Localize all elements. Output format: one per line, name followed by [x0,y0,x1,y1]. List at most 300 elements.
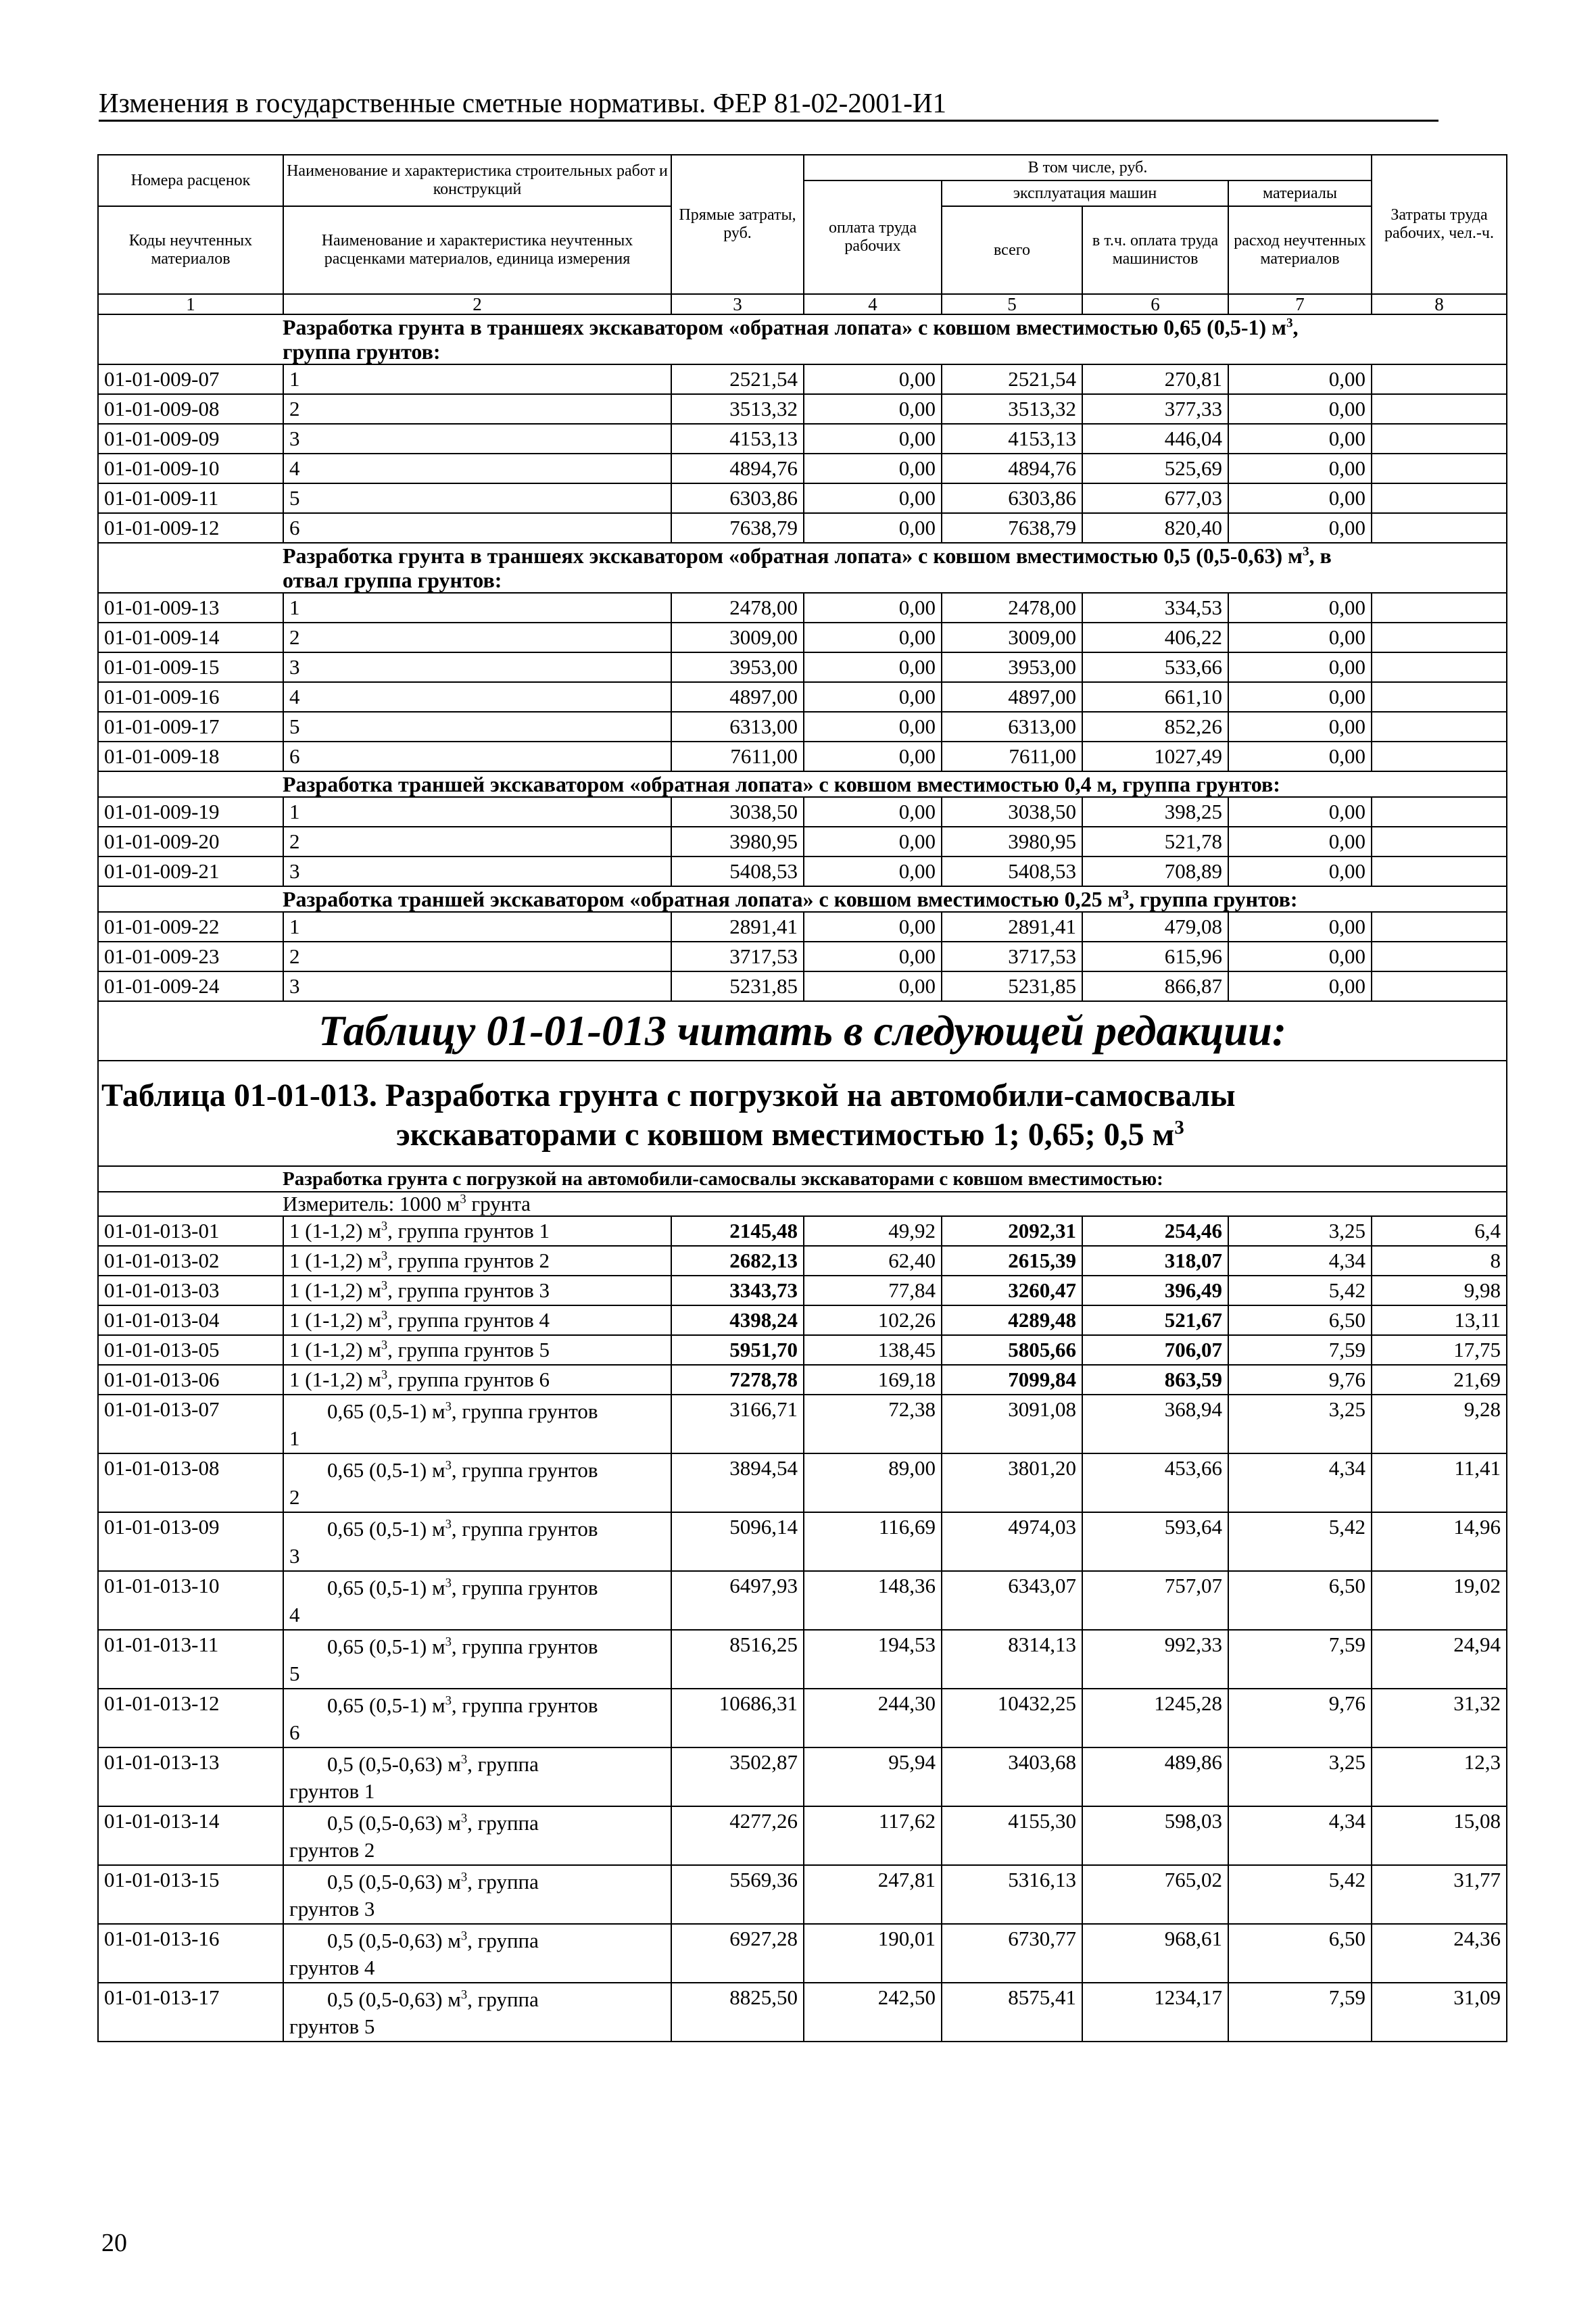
value-c4: 72,38 [804,1395,942,1453]
table-row [98,712,1507,742]
value-c8: 9,28 [1372,1395,1507,1453]
value-c5: 4153,13 [942,424,1082,454]
rate-code: 01-01-009-11 [98,483,283,513]
rate-code: 01-01-013-04 [98,1305,283,1335]
column-number: 1 [98,294,283,314]
value-c8 [1372,682,1507,712]
value-c4: 0,00 [804,971,942,1001]
value-c6: 1027,49 [1082,742,1228,771]
rate-code: 01-01-013-17 [98,1983,283,2042]
header-kody: Коды неучтенных материалов [98,206,283,294]
column-number: 2 [283,294,671,314]
group-number: 2 [283,394,671,424]
value-c3: 8825,50 [671,1983,804,2042]
value-c6: 1234,17 [1082,1983,1228,2042]
column-number: 5 [942,294,1082,314]
value-c4: 0,00 [804,712,942,742]
rate-code: 01-01-009-21 [98,857,283,886]
value-c3: 2521,54 [671,364,804,394]
value-c8 [1372,912,1507,942]
value-c5: 3403,68 [942,1747,1082,1806]
value-c6: 863,59 [1082,1365,1228,1395]
value-c8 [1372,652,1507,682]
table-row [98,912,1507,942]
value-c5: 8575,41 [942,1983,1082,2042]
table-row [98,742,1507,771]
value-c4: 0,00 [804,857,942,886]
header-ekspluatacia: эксплуатация машин [942,180,1228,206]
value-c7: 4,34 [1228,1806,1372,1865]
value-c7: 9,76 [1228,1689,1372,1747]
value-c5: 6343,07 [942,1571,1082,1630]
table-row [98,1512,1507,1571]
value-c3: 3513,32 [671,394,804,424]
value-c3: 7278,78 [671,1365,804,1395]
value-c6: 820,40 [1082,513,1228,543]
header-oplata: оплата труда рабочих [804,180,942,294]
value-c8 [1372,797,1507,827]
table-row [98,1453,1507,1512]
value-c3: 4277,26 [671,1806,804,1865]
value-c6: 1245,28 [1082,1689,1228,1747]
group-number: 2 [283,942,671,971]
value-c3: 2478,00 [671,593,804,623]
value-c7: 6,50 [1228,1924,1372,1983]
table-row [98,682,1507,712]
group-number: 5 [283,483,671,513]
rate-code: 01-01-013-03 [98,1276,283,1305]
value-c4: 0,00 [804,652,942,682]
value-c3: 2145,48 [671,1216,804,1246]
table-row [98,593,1507,623]
value-c7: 7,59 [1228,1630,1372,1689]
table-row [98,1747,1507,1806]
section-title: Разработка грунта с погрузкой на автомобили-самосвалы экскаваторами с ковшом вместимостью: [98,1166,1507,1192]
column-number: 7 [1228,294,1372,314]
value-c5: 5408,53 [942,857,1082,886]
table-row [98,1630,1507,1689]
table-row [98,364,1507,394]
table-row [98,1924,1507,1983]
section-title-row [98,886,1507,912]
value-c3: 4153,13 [671,424,804,454]
value-c4: 169,18 [804,1365,942,1395]
table-row [98,454,1507,483]
value-c8 [1372,623,1507,652]
value-c4: 194,53 [804,1630,942,1689]
rate-code: 01-01-013-10 [98,1571,283,1630]
value-c8: 31,09 [1372,1983,1507,2042]
table-row [98,1246,1507,1276]
work-description: 1 (1-1,2) $м^3$, группа грунтов 2 [283,1246,671,1276]
work-description: 1 (1-1,2) $м^3$, группа грунтов 6 [283,1365,671,1395]
value-c7: 0,00 [1228,424,1372,454]
description-line-2: 3 [289,1544,300,1568]
value-c4: 0,00 [804,424,942,454]
work-description [283,1395,671,1453]
value-c7: 0,00 [1228,364,1372,394]
value-c8 [1372,424,1507,454]
value-c6: 615,96 [1082,942,1228,971]
value-c7: 3,25 [1228,1747,1372,1806]
section-title: Разработка траншей экскаватором «обратная лопата» с ковшом вместимостью 0,4 м, группа грунтов: [98,771,1507,797]
header-rashod: расход неучтенных материалов [1228,206,1372,294]
section-title: отвал группа грунтов: [98,568,1507,593]
value-c6: 479,08 [1082,912,1228,942]
header-vsego: всего [942,206,1082,294]
value-c7: 0,00 [1228,623,1372,652]
value-c8 [1372,857,1507,886]
value-c5: 3513,32 [942,394,1082,424]
value-c5: 10432,25 [942,1689,1082,1747]
work-description [283,1512,671,1571]
value-c3: 4897,00 [671,682,804,712]
value-c5: 2615,39 [942,1246,1082,1276]
value-c6: 398,25 [1082,797,1228,827]
table-row [98,857,1507,886]
column-number: 6 [1082,294,1228,314]
value-c6: 708,89 [1082,857,1228,886]
value-c7: 0,00 [1228,797,1372,827]
value-c4: 0,00 [804,797,942,827]
rate-code: 01-01-009-17 [98,712,283,742]
description-line-1: 0,5 (0,5-0,63) $м^3$, группа [327,1929,539,1952]
value-c5: 3717,53 [942,942,1082,971]
page-number: 20 [101,2229,127,2257]
value-c5: 4894,76 [942,454,1082,483]
value-c3: 3894,54 [671,1453,804,1512]
value-c7: 6,50 [1228,1571,1372,1630]
section-title-row [98,1166,1507,1192]
value-c7: 0,00 [1228,827,1372,857]
header-naimenovanie: Наименование и характеристика строительных работ и конструкций [283,155,671,206]
value-c3: 5408,53 [671,857,804,886]
value-c6: 368,94 [1082,1395,1228,1453]
description-line-1: 0,5 (0,5-0,63) $м^3$, группа [327,1870,539,1893]
value-c7: 0,00 [1228,942,1372,971]
value-c4: 49,92 [804,1216,942,1246]
value-c6: 992,33 [1082,1630,1228,1689]
column-number: 3 [671,294,804,314]
section-title: Разработка грунта в траншеях экскаватором «обратная лопата» с ковшом вместимостью 0,65 (0,5-1) $м^3$, [98,314,1507,339]
value-c5: 4289,48 [942,1305,1082,1335]
group-number: 5 [283,712,671,742]
value-c3: 5951,70 [671,1335,804,1365]
description-line-1: 0,65 (0,5-1) $м^3$, группа грунтов [327,1693,598,1717]
group-number: 4 [283,454,671,483]
value-c8 [1372,394,1507,424]
description-line-2: грунтов 4 [289,1956,375,1979]
rates-table [97,154,1507,2042]
rate-code: 01-01-009-16 [98,682,283,712]
group-number: 3 [283,857,671,886]
value-c3: 5231,85 [671,971,804,1001]
value-c3: 5569,36 [671,1865,804,1924]
table-row [98,1335,1507,1365]
value-c4: 95,94 [804,1747,942,1806]
rate-code: 01-01-013-12 [98,1689,283,1747]
value-c4: 0,00 [804,942,942,971]
description-line-1: 0,65 (0,5-1) $м^3$, группа грунтов [327,1635,598,1658]
table-row [98,424,1507,454]
value-c4: 0,00 [804,394,942,424]
value-c5: 6730,77 [942,1924,1082,1983]
value-c8 [1372,712,1507,742]
section-title: группа грунтов: [98,339,1507,364]
value-c7: 0,00 [1228,857,1372,886]
table-row [98,623,1507,652]
work-description [283,1806,671,1865]
value-c7: 0,00 [1228,742,1372,771]
value-c8: 24,36 [1372,1924,1507,1983]
value-c7: 0,00 [1228,483,1372,513]
section-title: Разработка траншей экскаватором «обратная лопата» с ковшом вместимостью 0,25 $м^3$, группа грунтов: [98,886,1507,912]
group-number: 3 [283,652,671,682]
work-description [283,1924,671,1983]
value-c8: 9,98 [1372,1276,1507,1305]
value-c3: 6303,86 [671,483,804,513]
table-title-line-2: экскаваторами с ковшом вместимостью 1; 0,65; 0,5 $м^3$ [396,1117,1184,1153]
value-c7: 7,59 [1228,1335,1372,1365]
value-c7: 0,00 [1228,682,1372,712]
value-c4: 102,26 [804,1305,942,1335]
description-line-2: грунтов 3 [289,1897,375,1921]
value-c6: 521,78 [1082,827,1228,857]
description-line-1: 0,65 (0,5-1) $м^3$, группа грунтов [327,1399,598,1423]
value-c6: 706,07 [1082,1335,1228,1365]
value-c4: 117,62 [804,1806,942,1865]
value-c4: 62,40 [804,1246,942,1276]
value-c4: 0,00 [804,513,942,543]
value-c8: 17,75 [1372,1335,1507,1365]
column-number: 4 [804,294,942,314]
rate-code: 01-01-009-19 [98,797,283,827]
value-c4: 0,00 [804,827,942,857]
group-number: 6 [283,513,671,543]
group-number: 6 [283,742,671,771]
value-c6: 866,87 [1082,971,1228,1001]
value-c6: 598,03 [1082,1806,1228,1865]
value-c5: 3953,00 [942,652,1082,682]
table-row [98,652,1507,682]
value-c7: 4,34 [1228,1453,1372,1512]
value-c8 [1372,827,1507,857]
table-row [98,942,1507,971]
table-row [98,827,1507,857]
rate-code: 01-01-013-05 [98,1335,283,1365]
value-c7: 9,76 [1228,1365,1372,1395]
value-c5: 3038,50 [942,797,1082,827]
value-c5: 3801,20 [942,1453,1082,1512]
value-c5: 3091,08 [942,1395,1082,1453]
value-c3: 3502,87 [671,1747,804,1806]
description-line-2: 1 [289,1426,300,1450]
table-row [98,797,1507,827]
value-c4: 116,69 [804,1512,942,1571]
banner-text: Таблицу 01-01-013 читать в следующей редакции: [98,1001,1507,1061]
header-text: Изменения в государственные сметные нормативы. ФЕР 81-02-2001-И1 [99,87,947,118]
header-materialy: материалы [1228,180,1372,206]
value-c7: 5,42 [1228,1512,1372,1571]
value-c8: 13,11 [1372,1305,1507,1335]
header-v-tom-chisle: В том числе, руб. [804,155,1372,180]
value-c6: 765,02 [1082,1865,1228,1924]
value-c6: 446,04 [1082,424,1228,454]
value-c6: 254,46 [1082,1216,1228,1246]
value-c3: 5096,14 [671,1512,804,1571]
header-nomera: Номера расценок [98,155,283,206]
value-c4: 244,30 [804,1689,942,1747]
value-c8 [1372,513,1507,543]
value-c7: 0,00 [1228,454,1372,483]
work-description [283,1453,671,1512]
value-c3: 7611,00 [671,742,804,771]
value-c7: 4,34 [1228,1246,1372,1276]
rate-code: 01-01-013-16 [98,1924,283,1983]
rate-code: 01-01-013-15 [98,1865,283,1924]
value-c3: 6497,93 [671,1571,804,1630]
value-c6: 533,66 [1082,652,1228,682]
group-number: 1 [283,797,671,827]
value-c6: 593,64 [1082,1512,1228,1571]
value-c4: 0,00 [804,364,942,394]
value-c8: 6,4 [1372,1216,1507,1246]
description-line-2: 4 [289,1603,300,1626]
work-description [283,1689,671,1747]
value-c5: 3009,00 [942,623,1082,652]
table-title-line-1: Таблица 01-01-013. Разработка грунта с погрузкой на автомобили-самосвалы [101,1078,1236,1113]
table-row [98,1571,1507,1630]
value-c8 [1372,483,1507,513]
value-c8 [1372,971,1507,1001]
rate-code: 01-01-009-09 [98,424,283,454]
value-c7: 0,00 [1228,593,1372,623]
header-zatraty-truda: Затраты труда рабочих, чел.-ч. [1372,155,1507,294]
value-c5: 2092,31 [942,1216,1082,1246]
value-c5: 6313,00 [942,712,1082,742]
value-c8 [1372,364,1507,394]
unit-row [98,1192,1507,1216]
table-row [98,513,1507,543]
value-c6: 757,07 [1082,1571,1228,1630]
value-c5: 4897,00 [942,682,1082,712]
rate-code: 01-01-013-14 [98,1806,283,1865]
value-c8 [1372,593,1507,623]
column-numbers-row [98,294,1507,314]
description-line-1: 0,5 (0,5-0,63) $м^3$, группа [327,1811,539,1835]
description-line-2: 6 [289,1720,300,1744]
page-header [99,87,1438,122]
work-description: 1 (1-1,2) $м^3$, группа грунтов 5 [283,1335,671,1365]
section-title-row [98,314,1507,339]
value-c8: 15,08 [1372,1806,1507,1865]
group-number: 2 [283,623,671,652]
rate-code: 01-01-009-10 [98,454,283,483]
table-row [98,1276,1507,1305]
rate-code: 01-01-009-14 [98,623,283,652]
table-row [98,1983,1507,2042]
group-number: 3 [283,971,671,1001]
table-row [98,483,1507,513]
value-c3: 4398,24 [671,1305,804,1335]
value-c7: 6,50 [1228,1305,1372,1335]
table-row [98,1365,1507,1395]
group-number: 2 [283,827,671,857]
work-description [283,1747,671,1806]
value-c5: 7099,84 [942,1365,1082,1395]
value-c8: 8 [1372,1246,1507,1276]
group-number: 4 [283,682,671,712]
value-c7: 0,00 [1228,652,1372,682]
value-c5: 6303,86 [942,483,1082,513]
banner-row [98,1001,1507,1061]
value-c3: 2682,13 [671,1246,804,1276]
value-c5: 3260,47 [942,1276,1082,1305]
rate-code: 01-01-013-08 [98,1453,283,1512]
table-row [98,1806,1507,1865]
value-c8: 24,94 [1372,1630,1507,1689]
description-line-2: грунтов 5 [289,2015,375,2038]
value-c3: 6313,00 [671,712,804,742]
value-c4: 0,00 [804,593,942,623]
value-c5: 5805,66 [942,1335,1082,1365]
value-c6: 453,66 [1082,1453,1228,1512]
description-line-1: 0,65 (0,5-1) $м^3$, группа грунтов [327,1576,598,1599]
value-c3: 7638,79 [671,513,804,543]
value-c4: 0,00 [804,742,942,771]
value-c4: 0,00 [804,623,942,652]
value-c5: 2521,54 [942,364,1082,394]
unit-label: Измеритель: 1000 $м^3$ грунта [98,1192,1507,1216]
value-c8: 21,69 [1372,1365,1507,1395]
description-line-1: 0,5 (0,5-0,63) $м^3$, группа [327,1987,539,2011]
work-description: 1 (1-1,2) $м^3$, группа грунтов 3 [283,1276,671,1305]
rate-code: 01-01-013-06 [98,1365,283,1395]
value-c6: 521,67 [1082,1305,1228,1335]
value-c6: 270,81 [1082,364,1228,394]
rate-code: 01-01-009-20 [98,827,283,857]
header-vtch: в т.ч. оплата труда машинистов [1082,206,1228,294]
table-row [98,394,1507,424]
work-description: 1 (1-1,2) $м^3$, группа грунтов 1 [283,1216,671,1246]
value-c5: 4974,03 [942,1512,1082,1571]
value-c3: 4894,76 [671,454,804,483]
value-c3: 3980,95 [671,827,804,857]
value-c4: 77,84 [804,1276,942,1305]
value-c4: 0,00 [804,483,942,513]
column-number: 8 [1372,294,1507,314]
value-c7: 5,42 [1228,1276,1372,1305]
value-c7: 0,00 [1228,971,1372,1001]
rate-code: 01-01-013-02 [98,1246,283,1276]
table-row [98,971,1507,1001]
rate-code: 01-01-013-11 [98,1630,283,1689]
value-c5: 2891,41 [942,912,1082,942]
rate-code: 01-01-013-13 [98,1747,283,1806]
value-c5: 8314,13 [942,1630,1082,1689]
table-row [98,1395,1507,1453]
group-number: 1 [283,593,671,623]
description-line-2: грунтов 1 [289,1779,375,1803]
value-c7: 0,00 [1228,394,1372,424]
description-line-1: 0,65 (0,5-1) $м^3$, группа грунтов [327,1458,598,1482]
value-c7: 7,59 [1228,1983,1372,2042]
table-row [98,1305,1507,1335]
section-title-row [98,339,1507,364]
rate-code: 01-01-009-07 [98,364,283,394]
value-c7: 3,25 [1228,1395,1372,1453]
description-line-2: 2 [289,1485,300,1509]
